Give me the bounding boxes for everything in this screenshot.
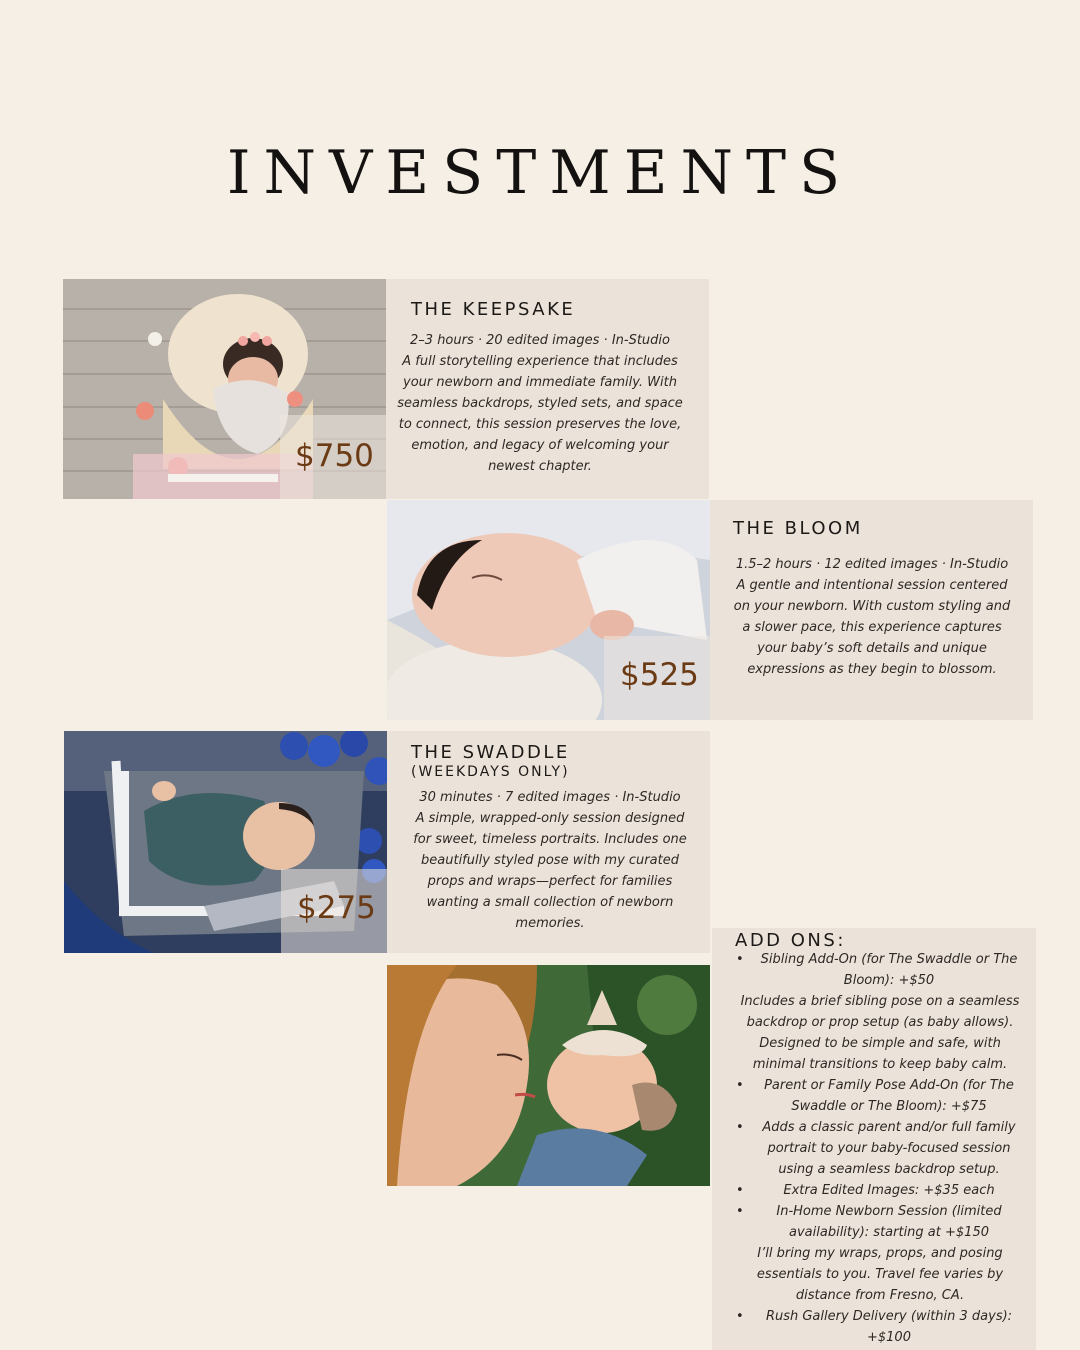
addon-note: Includes a brief sibling pose on a seamless backdrop or prop setup (as baby allows). Designed to be simple and safe, with minimal transitions to keep baby calm.	[740, 994, 1020, 1072]
bullet-dot-icon: •	[736, 952, 744, 967]
bullet-dot-icon: •	[736, 1183, 744, 1198]
mother-baby-photo	[387, 965, 710, 1186]
bloom-description: 1.5–2 hours · 12 edited images · In-Studio A gentle and intentional session centered on your newborn. With custom styling and a slower pace, this experience captures your baby’s soft details and unique expressions as they begin to blossom.	[733, 557, 1011, 677]
swaddle-title: THE SWADDLE	[411, 742, 570, 763]
addons-panel	[712, 928, 1036, 1350]
swaddle-description: 30 minutes · 7 edited images · In-Studio A simple, wrapped-only session designed for sweet, timeless portraits. Includes one beautifully styled pose with my curated props and wraps—perfect for families wanting a small collection of newborn memories.	[413, 790, 687, 931]
bullet-dot-icon: •	[736, 1309, 744, 1324]
addons-title: ADD ONS:	[735, 930, 846, 951]
swaddle-subtitle: (WEEKDAYS ONLY)	[411, 764, 570, 780]
keepsake-panel	[386, 279, 709, 499]
addons-list	[730, 949, 1030, 1348]
bullet-dot-icon: •	[736, 1204, 744, 1219]
swaddle-price: $275	[297, 890, 376, 926]
list-item: • Parent or Family Pose Add-On (for The Swaddle or The Bloom): +$75	[730, 1075, 1030, 1117]
list-item: • Rush Gallery Delivery (within 3 days): +$100	[730, 1306, 1030, 1348]
bullet-dot-icon: •	[736, 1078, 744, 1093]
keepsake-description: 2–3 hours · 20 edited images · In-Studio A full storytelling experience that includes your newborn and immediate family. With seamless backdrops, styled sets, and space to connect, this session preserves the love, emotion, and legacy of welcoming your newest chapter.	[397, 333, 683, 474]
keepsake-price: $750	[295, 438, 374, 474]
bloom-price: $525	[620, 657, 699, 693]
list-item: • Extra Edited Images: +$35 each	[730, 1180, 1030, 1201]
addon-note: I’ll bring my wraps, props, and posing essentials to you. Travel fee varies by distance from Fresno, CA.	[756, 1246, 1004, 1303]
bloom-panel	[710, 500, 1033, 720]
bloom-title: THE BLOOM	[733, 518, 863, 539]
swaddle-panel	[387, 731, 710, 953]
bullet-dot-icon: •	[736, 1120, 744, 1135]
page-title: INVESTMENTS	[226, 138, 854, 208]
keepsake-title: THE KEEPSAKE	[411, 299, 576, 320]
list-item: • In-Home Newborn Session (limited availability): starting at +$150	[730, 1201, 1030, 1243]
list-item: • Sibling Add-On (for The Swaddle or The Bloom): +$50	[730, 949, 1030, 991]
list-item: • Adds a classic parent and/or full family portrait to your baby-focused session using a seamless backdrop setup.	[730, 1117, 1030, 1180]
